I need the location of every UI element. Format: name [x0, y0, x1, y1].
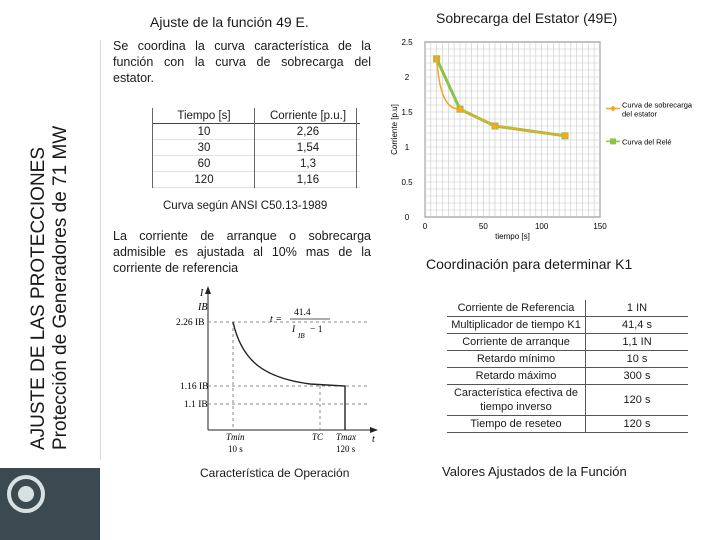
x-axis-title: tiempo [s] — [495, 232, 530, 241]
label-11: 1.1 IB — [184, 400, 208, 410]
coordination-title: Coordinación para determinar K1 — [426, 256, 633, 272]
y-tick-label: 1.5 — [401, 108, 413, 117]
intro-paragraph: Se coordina la curva característica de la función con la curva de sobrecarga del estator. — [113, 39, 371, 85]
cell-time: 30 — [152, 140, 256, 156]
legend-label-relay: Curva del Relé — [622, 137, 672, 147]
time-current-table — [152, 108, 360, 188]
tick-tc: TC — [312, 432, 324, 442]
y-tick-label: 2 — [404, 73, 410, 82]
table-row — [447, 351, 688, 368]
cell-current: 1,54 — [256, 140, 360, 156]
label-226: 2.26 IB — [176, 318, 205, 328]
table-border — [254, 108, 255, 188]
legend-label-overload: Curva de sobrecarga — [622, 100, 693, 110]
table-row — [447, 368, 688, 385]
table-row — [447, 385, 688, 416]
legend-label-overload-cont: del estator — [622, 109, 658, 119]
table-row — [447, 334, 688, 351]
table-border — [356, 108, 357, 188]
legend-marker-relay — [610, 138, 616, 144]
x-tick-label: 0 — [422, 222, 428, 231]
header-time: Tiempo [s] — [152, 108, 256, 124]
y-tick-label: 0 — [404, 213, 410, 222]
setting-label: Corriente de arranque — [447, 334, 586, 351]
settings-caption: Valores Ajustados de la Función — [442, 464, 627, 479]
formula-lhs: t = — [270, 314, 283, 325]
cell-time: 120 — [152, 172, 256, 188]
sidebar — [0, 0, 100, 540]
setting-value: 300 s — [586, 368, 689, 385]
cell-current: 2,26 — [256, 124, 360, 140]
legend-marker-overload — [610, 106, 616, 112]
formula-numerator: 41.4 — [294, 308, 311, 318]
logo-icon — [6, 474, 46, 514]
overload-chart — [385, 30, 715, 245]
cell-time: 60 — [152, 156, 256, 172]
x-axis-label: t — [372, 434, 375, 445]
header-current: Corriente [p.u.] — [256, 108, 360, 124]
table-row — [152, 172, 360, 188]
table-row — [447, 300, 688, 317]
tick-tmax-value: 120 s — [336, 444, 356, 454]
y-axis-title: Corriente [p.u] — [390, 104, 399, 155]
setting-label: Tiempo de reseteo — [447, 416, 586, 433]
formula-den-b: IB — [298, 332, 305, 340]
curve-caption: Curva según ANSI C50.13-1989 — [163, 200, 328, 212]
setting-label: Retardo mínimo — [447, 351, 586, 368]
table-border — [152, 108, 153, 188]
divider — [100, 40, 101, 460]
section-heading: Ajuste de la función 49 E. — [150, 14, 309, 30]
cell-current: 1,3 — [256, 156, 360, 172]
table-row — [152, 140, 360, 156]
x-tick-label: 100 — [534, 222, 549, 231]
vertical-title — [0, 30, 100, 460]
table-row — [447, 416, 688, 433]
diagram-caption: Característica de Operación — [200, 466, 350, 480]
setting-value: 120 s — [586, 385, 689, 416]
startup-paragraph: La corriente de arranque o sobrecarga admisible es ajustada al 10% mas de la corriente de referencia — [113, 229, 371, 275]
table-row — [152, 156, 360, 172]
setting-value: 1 IN — [586, 300, 689, 317]
formula-den-a: I — [292, 325, 296, 335]
table-row — [152, 124, 360, 140]
label-116: 1.16 IB — [180, 382, 209, 392]
y-axis-label-top: I — [200, 288, 204, 299]
formula-minus: − 1 — [310, 325, 323, 335]
table-row — [447, 317, 688, 334]
x-tick-label: 150 — [593, 222, 607, 231]
y-tick-label: 1 — [404, 143, 410, 152]
title-line-2: Protección de Generadores de 71 MW — [50, 125, 71, 450]
setting-label: Retardo máximo — [447, 368, 586, 385]
x-tick-label: 50 — [478, 222, 488, 231]
settings-table — [447, 300, 688, 433]
chart-title: Sobrecarga del Estator (49E) — [436, 10, 618, 26]
tick-tmin: Tmin — [226, 432, 245, 442]
operating-characteristic-diagram — [170, 282, 380, 457]
setting-value: 1,1 IN — [586, 334, 689, 351]
setting-value: 41,4 s — [586, 317, 689, 334]
setting-label: Característica efectiva de tiempo inverso — [447, 385, 586, 416]
cell-time: 10 — [152, 124, 256, 140]
y-tick-label: 2.5 — [401, 38, 413, 47]
setting-label: Multiplicador de tiempo K1 — [447, 317, 586, 334]
setting-label: Corriente de Referencia — [447, 300, 586, 317]
tick-tmin-value: 10 s — [228, 444, 243, 454]
cell-current: 1,16 — [256, 172, 360, 188]
setting-value: 120 s — [586, 416, 689, 433]
title-line-1: AJUSTE DE LAS PROTECCIONES — [28, 146, 49, 450]
setting-value: 10 s — [586, 351, 689, 368]
y-tick-label: 0.5 — [401, 178, 413, 187]
y-axis-label-bottom: IB — [198, 302, 208, 313]
tick-tmax: Tmax — [336, 432, 356, 442]
